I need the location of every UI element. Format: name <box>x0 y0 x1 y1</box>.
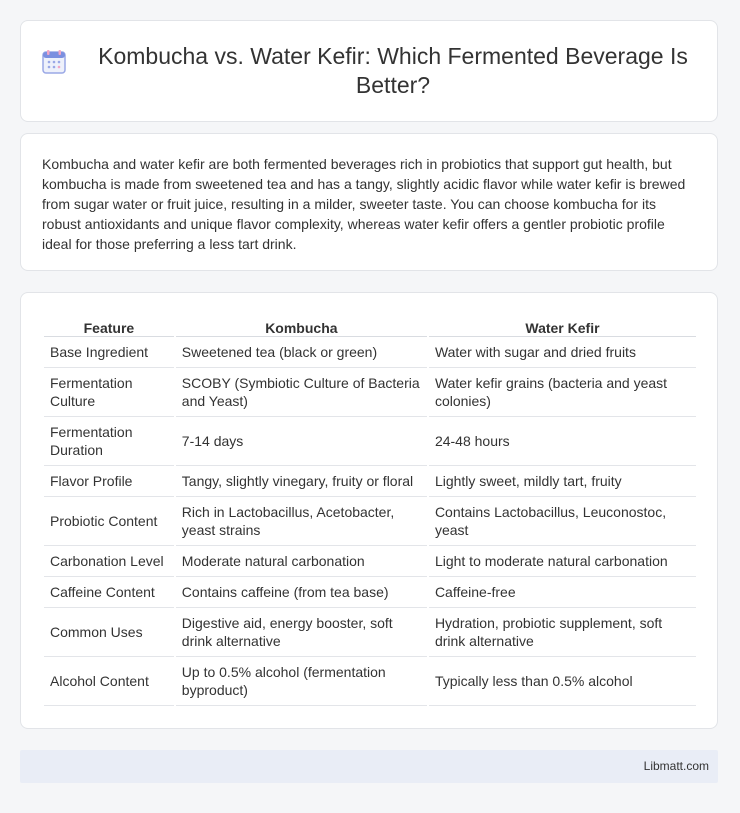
water-kefir-cell: Light to moderate natural carbonation <box>429 546 696 577</box>
comparison-card <box>20 292 718 729</box>
table-row <box>44 546 696 577</box>
footer-site-link[interactable]: Libmatt.com <box>643 759 709 773</box>
feature-cell: Fermentation Culture <box>44 368 174 417</box>
table-row <box>44 497 696 546</box>
water-kefir-cell: Typically less than 0.5% alcohol <box>429 657 696 706</box>
table-row <box>44 577 696 608</box>
feature-cell: Flavor Profile <box>44 466 174 497</box>
footer-bar <box>20 750 718 783</box>
table-row <box>44 466 696 497</box>
water-kefir-cell: Caffeine-free <box>429 577 696 608</box>
page-title: Kombucha vs. Water Kefir: Which Fermented Beverage Is Better? <box>98 43 688 98</box>
kombucha-cell: 7-14 days <box>176 417 427 466</box>
intro-card <box>20 133 718 271</box>
table-header-row <box>44 314 696 337</box>
table-row <box>44 608 696 657</box>
header-water-kefir: Water Kefir <box>429 314 696 337</box>
water-kefir-cell: Water kefir grains (bacteria and yeast colonies) <box>429 368 696 417</box>
header-feature: Feature <box>44 314 174 337</box>
intro-paragraph: Kombucha and water kefir are both fermented beverages rich in probiotics that support gut health, but kombucha is made from sweetened tea and has a tangy, slightly acidic flavor while water kefir is brewed from sugar water or fruit juice, resulting in a milder, sweeter taste. You can choose kombucha for its robust antioxidants and unique flavor complexity, whereas water kefir offers a gentler probiotic profile ideal for those preferring a less tart drink. <box>42 156 686 252</box>
kombucha-cell: SCOBY (Symbiotic Culture of Bacteria and Yeast) <box>176 368 427 417</box>
kombucha-cell: Contains caffeine (from tea base) <box>176 577 427 608</box>
feature-cell: Caffeine Content <box>44 577 174 608</box>
table-row <box>44 337 696 368</box>
kombucha-cell: Up to 0.5% alcohol (fermentation byproduct) <box>176 657 427 706</box>
table-row <box>44 417 696 466</box>
water-kefir-cell: 24-48 hours <box>429 417 696 466</box>
table-row <box>44 657 696 706</box>
calendar-icon <box>41 49 67 75</box>
comparison-table <box>42 314 698 706</box>
kombucha-cell: Digestive aid, energy booster, soft drink alternative <box>176 608 427 657</box>
feature-cell: Alcohol Content <box>44 657 174 706</box>
feature-cell: Probiotic Content <box>44 497 174 546</box>
kombucha-cell: Tangy, slightly vinegary, fruity or floral <box>176 466 427 497</box>
feature-cell: Base Ingredient <box>44 337 174 368</box>
water-kefir-cell: Contains Lactobacillus, Leuconostoc, yeast <box>429 497 696 546</box>
kombucha-cell: Rich in Lactobacillus, Acetobacter, yeast strains <box>176 497 427 546</box>
table-row <box>44 368 696 417</box>
water-kefir-cell: Hydration, probiotic supplement, soft drink alternative <box>429 608 696 657</box>
water-kefir-cell: Water with sugar and dried fruits <box>429 337 696 368</box>
header-kombucha: Kombucha <box>176 314 427 337</box>
header-content <box>21 21 717 121</box>
feature-cell: Carbonation Level <box>44 546 174 577</box>
kombucha-cell: Moderate natural carbonation <box>176 546 427 577</box>
kombucha-cell: Sweetened tea (black or green) <box>176 337 427 368</box>
feature-cell: Common Uses <box>44 608 174 657</box>
water-kefir-cell: Lightly sweet, mildly tart, fruity <box>429 466 696 497</box>
header-card <box>20 20 718 122</box>
feature-cell: Fermentation Duration <box>44 417 174 466</box>
